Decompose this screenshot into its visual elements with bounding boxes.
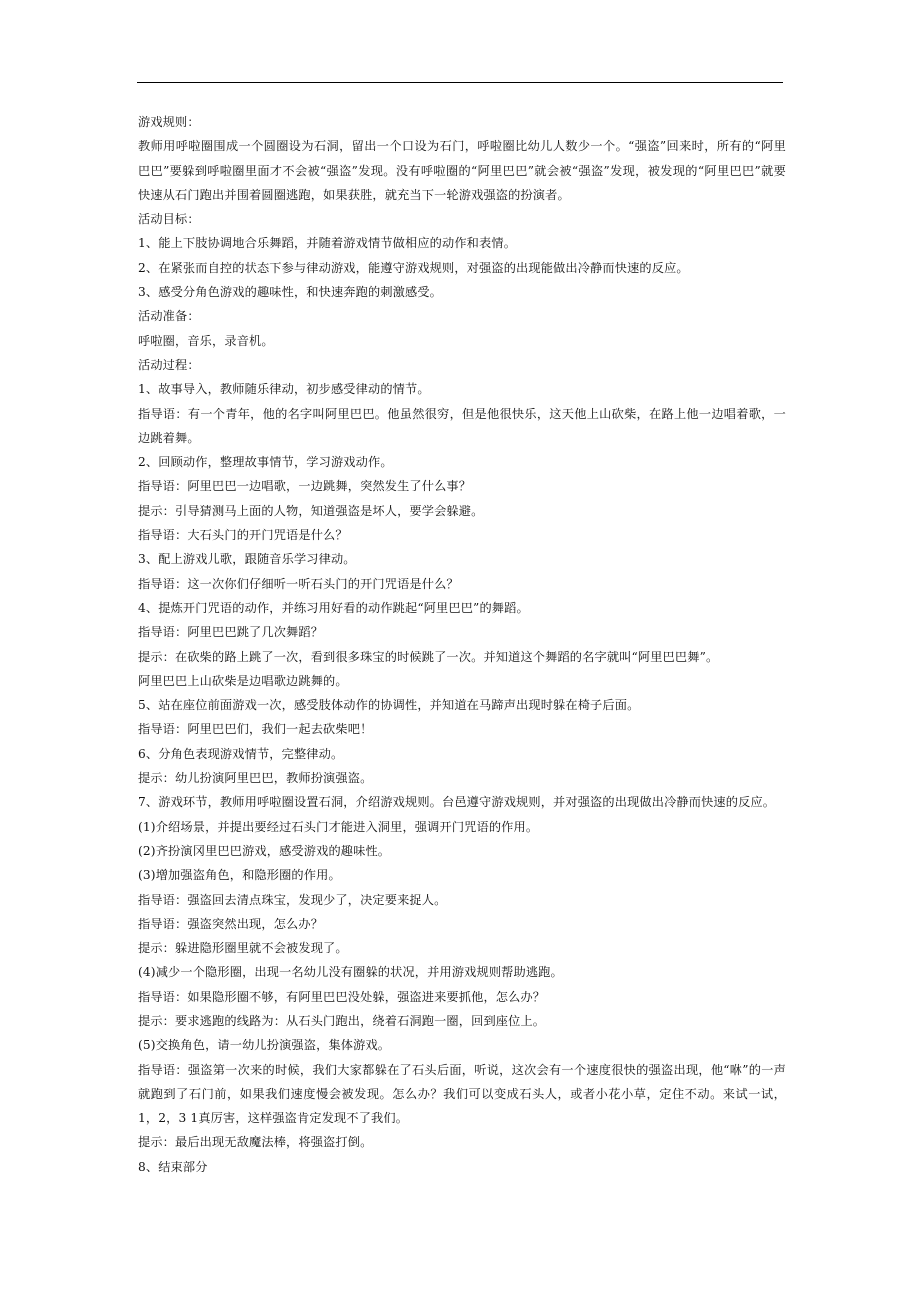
- document-paragraph: 提示：最后出现无敌魔法棒，将强盗打倒。: [138, 1135, 373, 1150]
- document-paragraph: 活动过程：: [138, 357, 200, 372]
- document-paragraph: 提示：要求逃跑的线路为：从石头门跑出，绕着石洞跑一圈，回到座位上。: [138, 1013, 546, 1028]
- document-paragraph: 指导语：有一个青年，他的名字叫阿里巴巴。他虽然很穷，但是他很快乐，这天他上山砍柴，在路上他一边唱着歌，一边跳着舞。: [138, 406, 786, 445]
- document-paragraph: 3、配上游戏儿歌，跟随音乐学习律动。: [138, 552, 356, 567]
- document-paragraph: 6、分角色表现游戏情节，完整律动。: [138, 746, 344, 761]
- document-paragraph: 指导语：阿里巴巴一边唱歌，一边跳舞，突然发生了什么事？: [138, 479, 472, 494]
- document-paragraph: 呼啦圈，音乐，录音机。: [138, 333, 274, 348]
- document-paragraph: 活动准备：: [138, 309, 200, 324]
- document-paragraph: 指导语：阿里巴巴们，我们一起去砍柴吧！: [138, 722, 373, 737]
- header-rule: [137, 82, 783, 83]
- document-body: [138, 110, 786, 1179]
- document-paragraph: 提示：躲进隐形圈里就不会被发现了。: [138, 941, 348, 956]
- document-paragraph: 游戏规则：: [138, 115, 200, 129]
- document-paragraph: 5、站在座位前面游戏一次，感受肢体动作的协调性，并知道在马蹄声出现时躲在椅子后面。: [138, 698, 640, 713]
- document-paragraph: (4)减少一个隐形圈，出现一名幼儿没有圈躲的状况，并用游戏规则帮助逃跑。: [138, 965, 563, 980]
- document-paragraph: 3、感受分角色游戏的趣味性，和快速奔跑的刺激感受。: [138, 285, 443, 300]
- document-paragraph: 提示：幼儿扮演阿里巴巴，教师扮演强盗。: [138, 771, 373, 786]
- document-paragraph: 7、游戏环节，教师用呼啦圈设置石洞，介绍游戏规则。台邑遵守游戏规则，并对强盗的出现做出冷静而快速的反应。: [138, 795, 776, 810]
- document-paragraph: 指导语：强盗回去清点珠宝，发现少了，决定要来捉人。: [138, 892, 447, 907]
- document-paragraph: 1、能上下肢协调地合乐舞蹈，并随着游戏情节做相应的动作和表情。: [138, 236, 517, 251]
- document-paragraph: 活动目标：: [138, 212, 200, 227]
- document-paragraph: 8、结束部分: [138, 1159, 208, 1174]
- document-paragraph: 教师用呼啦圈围成一个圆圈设为石洞，留出一个口设为石门，呼啦圈比幼儿人数少一个。“强盗”回来时，所有的“阿里巴巴”要躲到呼啦圈里面才不会被“强盗”发现。没有呼啦圈的“阿里巴巴”就会被“强盗”发现，被发现的“阿里巴巴”就要快速从石门跑出并围着圆圈逃跑，如果获胜，就充当下一轮游戏强盗的扮演者。: [138, 139, 786, 202]
- document-paragraph: 指导语：强盗突然出现，怎么办？: [138, 916, 324, 931]
- document-paragraph: 1、故事导入，教师随乐律动，初步感受律动的情节。: [138, 382, 430, 397]
- document-paragraph: 指导语：阿里巴巴跳了几次舞蹈？: [138, 625, 324, 640]
- document-paragraph: (2)齐扮演冈里巴巴游戏，感受游戏的趣味性。: [138, 843, 391, 858]
- document-paragraph: 4、提炼开门咒语的动作，并练习用好看的动作跳起“阿里巴巴”的舞蹈。: [138, 600, 529, 615]
- document-paragraph: 指导语：大石头门的开门咒语是什么？: [138, 528, 348, 543]
- document-paragraph: 2、在紧张而自控的状态下参与律动游戏，能遵守游戏规则，对强盗的出现能做出冷静而快速的反应。: [138, 260, 689, 275]
- document-paragraph: 提示：引导猜测马上面的人物，知道强盗是坏人，要学会躲避。: [138, 503, 484, 518]
- document-paragraph: (5)交换角色，请一幼儿扮演强盗，集体游戏。: [138, 1038, 391, 1053]
- document-paragraph: 阿里巴巴上山砍柴是边唱歌边跳舞的。: [138, 673, 348, 688]
- document-paragraph: (1)介绍场景，并提出要经过石头门才能进入洞里，强调开门咒语的作用。: [138, 819, 539, 834]
- document-paragraph: 2、回顾动作，整理故事情节，学习游戏动作。: [138, 455, 393, 470]
- document-paragraph: 指导语：如果隐形圈不够，有阿里巴巴没处躲，强盗进来要抓他，怎么办？: [138, 989, 546, 1004]
- document-paragraph: 指导语：强盗第一次来的时候，我们大家都躲在了石头后面，听说，这次会有一个速度很快的强盗出现，他“咻”的一声就跑到了石门前，如果我们速度慢会被发现。怎么办？我们可以变成石头人，或者小花小草，定住不动。来试一试，1，2，3 1真厉害，这样强盗肯定发现不了我们。: [138, 1062, 786, 1126]
- document-paragraph: (3)增加强盗角色，和隐形圈的作用。: [138, 868, 341, 883]
- document-paragraph: 指导语：这一次你们仔细听一听石头门的开门咒语是什么？: [138, 576, 459, 591]
- document-paragraph: 提示：在砍柴的路上跳了一次，看到很多珠宝的时候跳了一次。并知道这个舞蹈的名字就叫“阿里巴巴舞”。: [138, 649, 719, 664]
